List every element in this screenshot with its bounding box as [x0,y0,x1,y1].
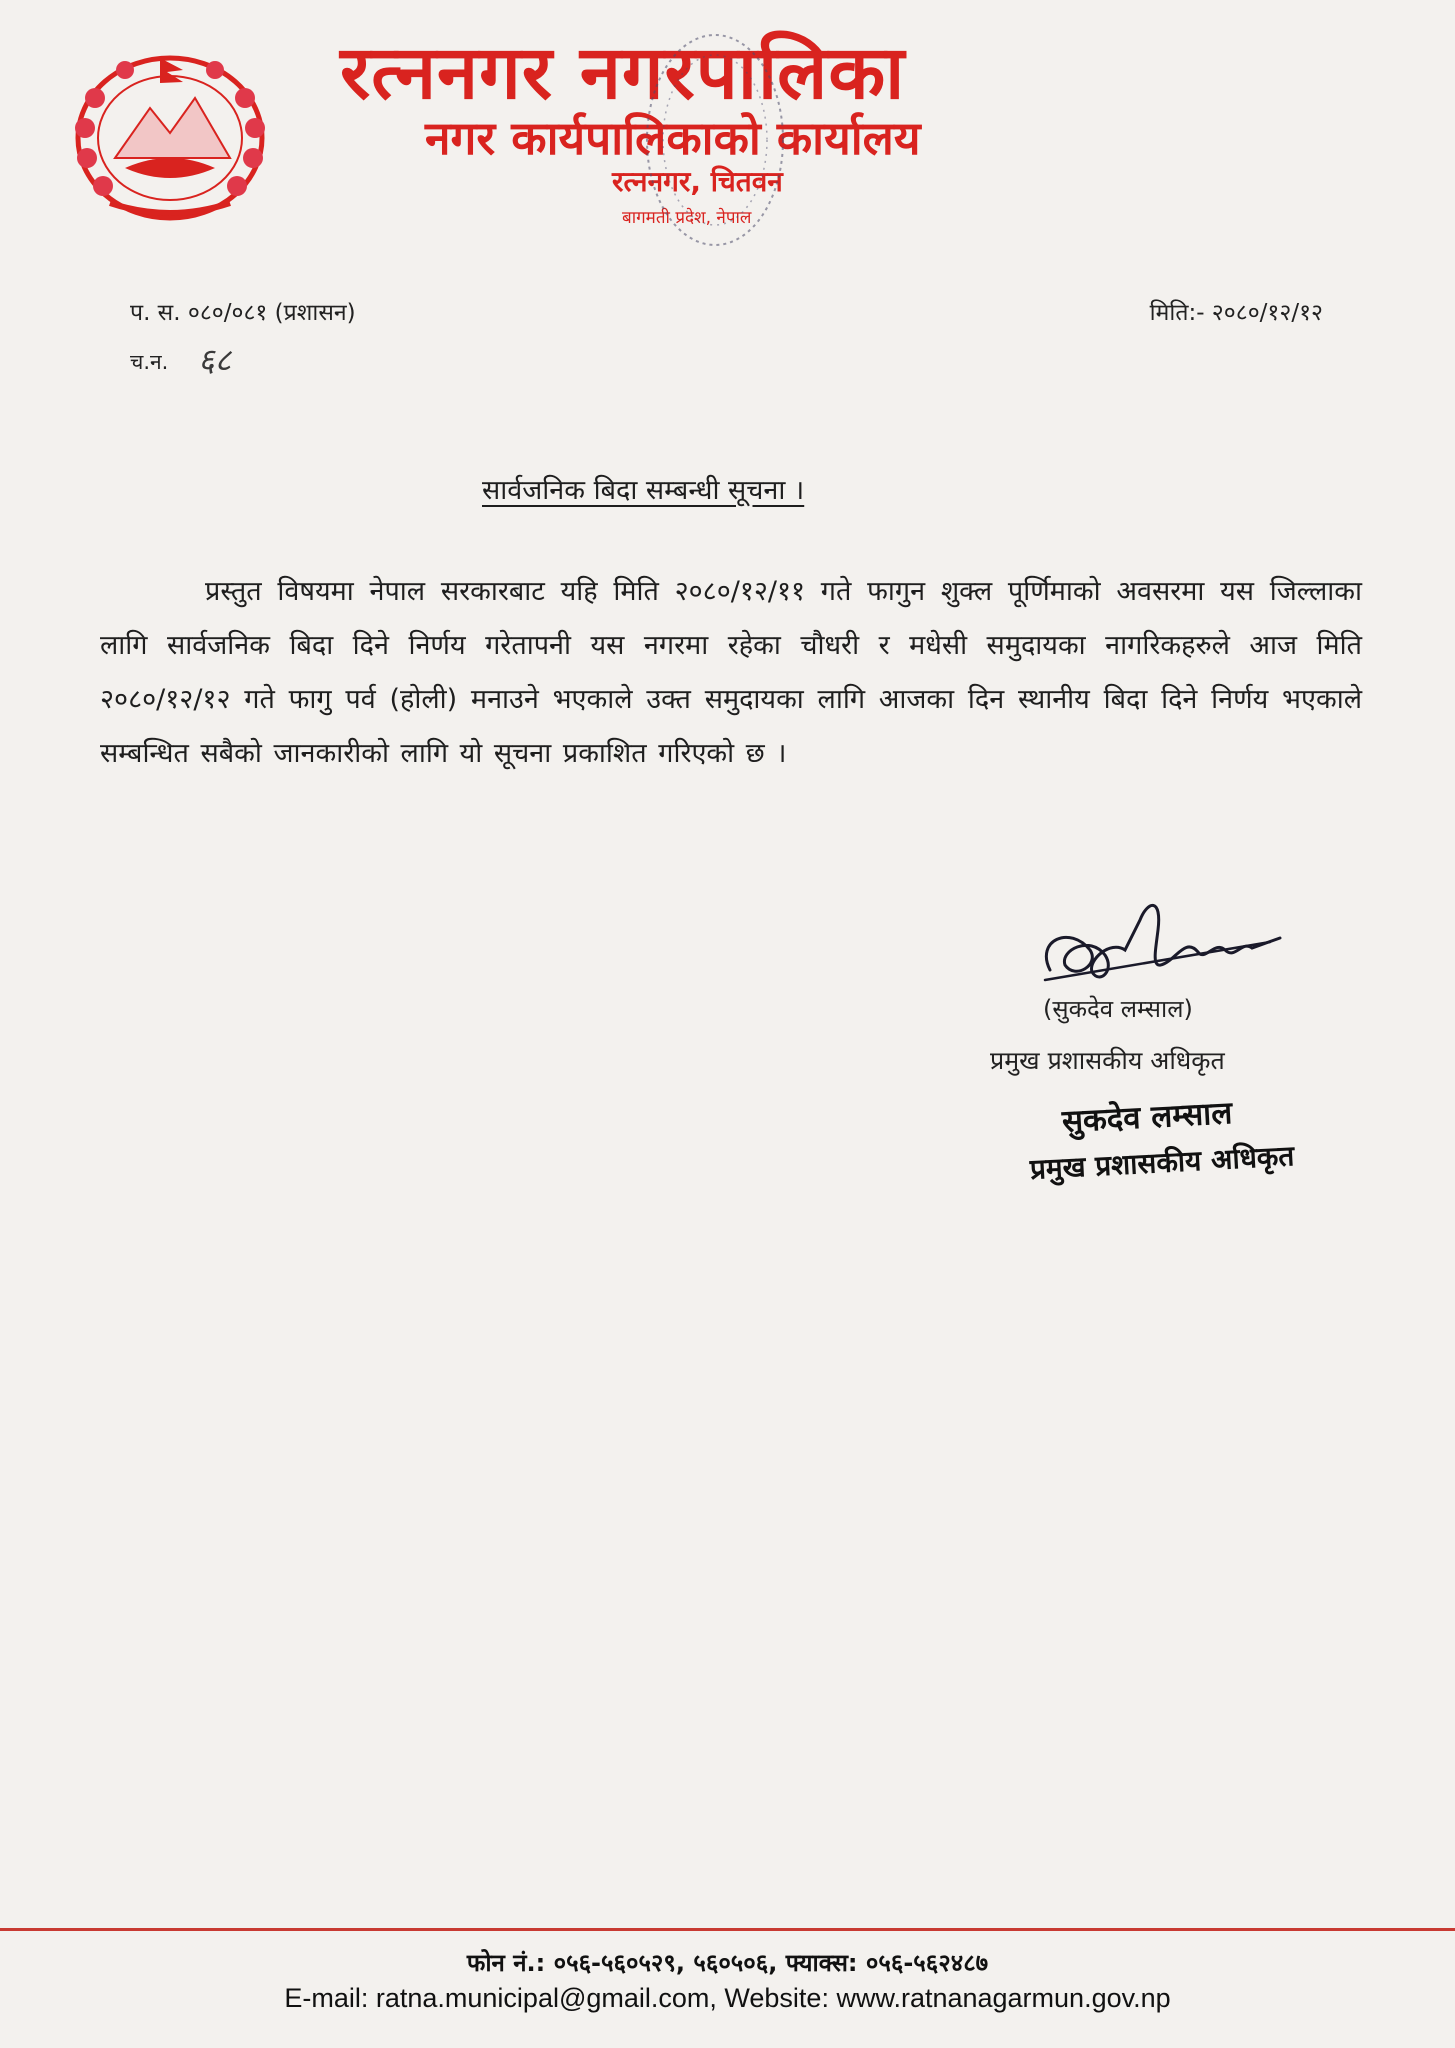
stamp-signatory-name: सुकदेव लम्साल [1061,1095,1234,1140]
nepal-emblem-icon [55,38,285,228]
org-name: रत्ननगर नगरपालिका [340,30,906,116]
footer-contact: E-mail: ratna.municipal@gmail.com, Website: www.ratnanagarmun.gov.np [284,1983,1171,2013]
footer-divider [0,1928,1455,1931]
office-stamp [640,20,790,265]
notice-subject: सार्वजनिक बिदा सम्बन्धी सूचना । [482,475,805,506]
stamp-signatory-title: प्रमुख प्रशासकीय अधिकृत [1029,1139,1296,1186]
chalani-number: ६८ [198,341,232,379]
signatory-name: (सुकदेव लम्साल) [1043,995,1193,1023]
footer-phone: फोन नं.: ०५६-५६०५२९, ५६०५०६, फ्याक्स: ०५६-५६२४८७ [466,1949,989,1977]
address-line1: रत्ननगर, चितवन [612,165,783,198]
address-line2: बागमती प्रदेश, नेपाल [622,208,752,228]
chalani-label: च.न. [130,350,169,374]
signatory-title: प्रमुख प्रशासकीय अधिकृत [990,1046,1225,1075]
handwritten-signature [1030,880,1290,1000]
letter-number: प. स. ०८०/०८१ (प्रशासन) [130,300,356,326]
letter-date: मिति:- २०८०/१२/१२ [1149,300,1323,326]
office-name: नगर कार्यपालिकाको कार्यालय [425,111,921,165]
notice-body: प्रस्तुत विषयमा नेपाल सरकारबाट यहि मिति २०८०/१२/११ गते फागुन शुक्ल पूर्णिमाको अवसरमा यस जिल्लाका लागि सार्वजनिक बिदा दिने निर्णय गरेतापनी यस नगरमा रहेका चौधरी र मधेसी समुदायका नागरिकहरुले आज मिति २०८०/१२/१२ गते फागु पर्व (होली) मनाउने भएकाले उक्त समुदायका लागि आजका दिन स्थानीय बिदा दिने निर्णय भएकाले सम्बन्धित सबैको जानकारीको लागि यो सूचना प्रकाशित गरिएको छ । [100,576,1362,769]
